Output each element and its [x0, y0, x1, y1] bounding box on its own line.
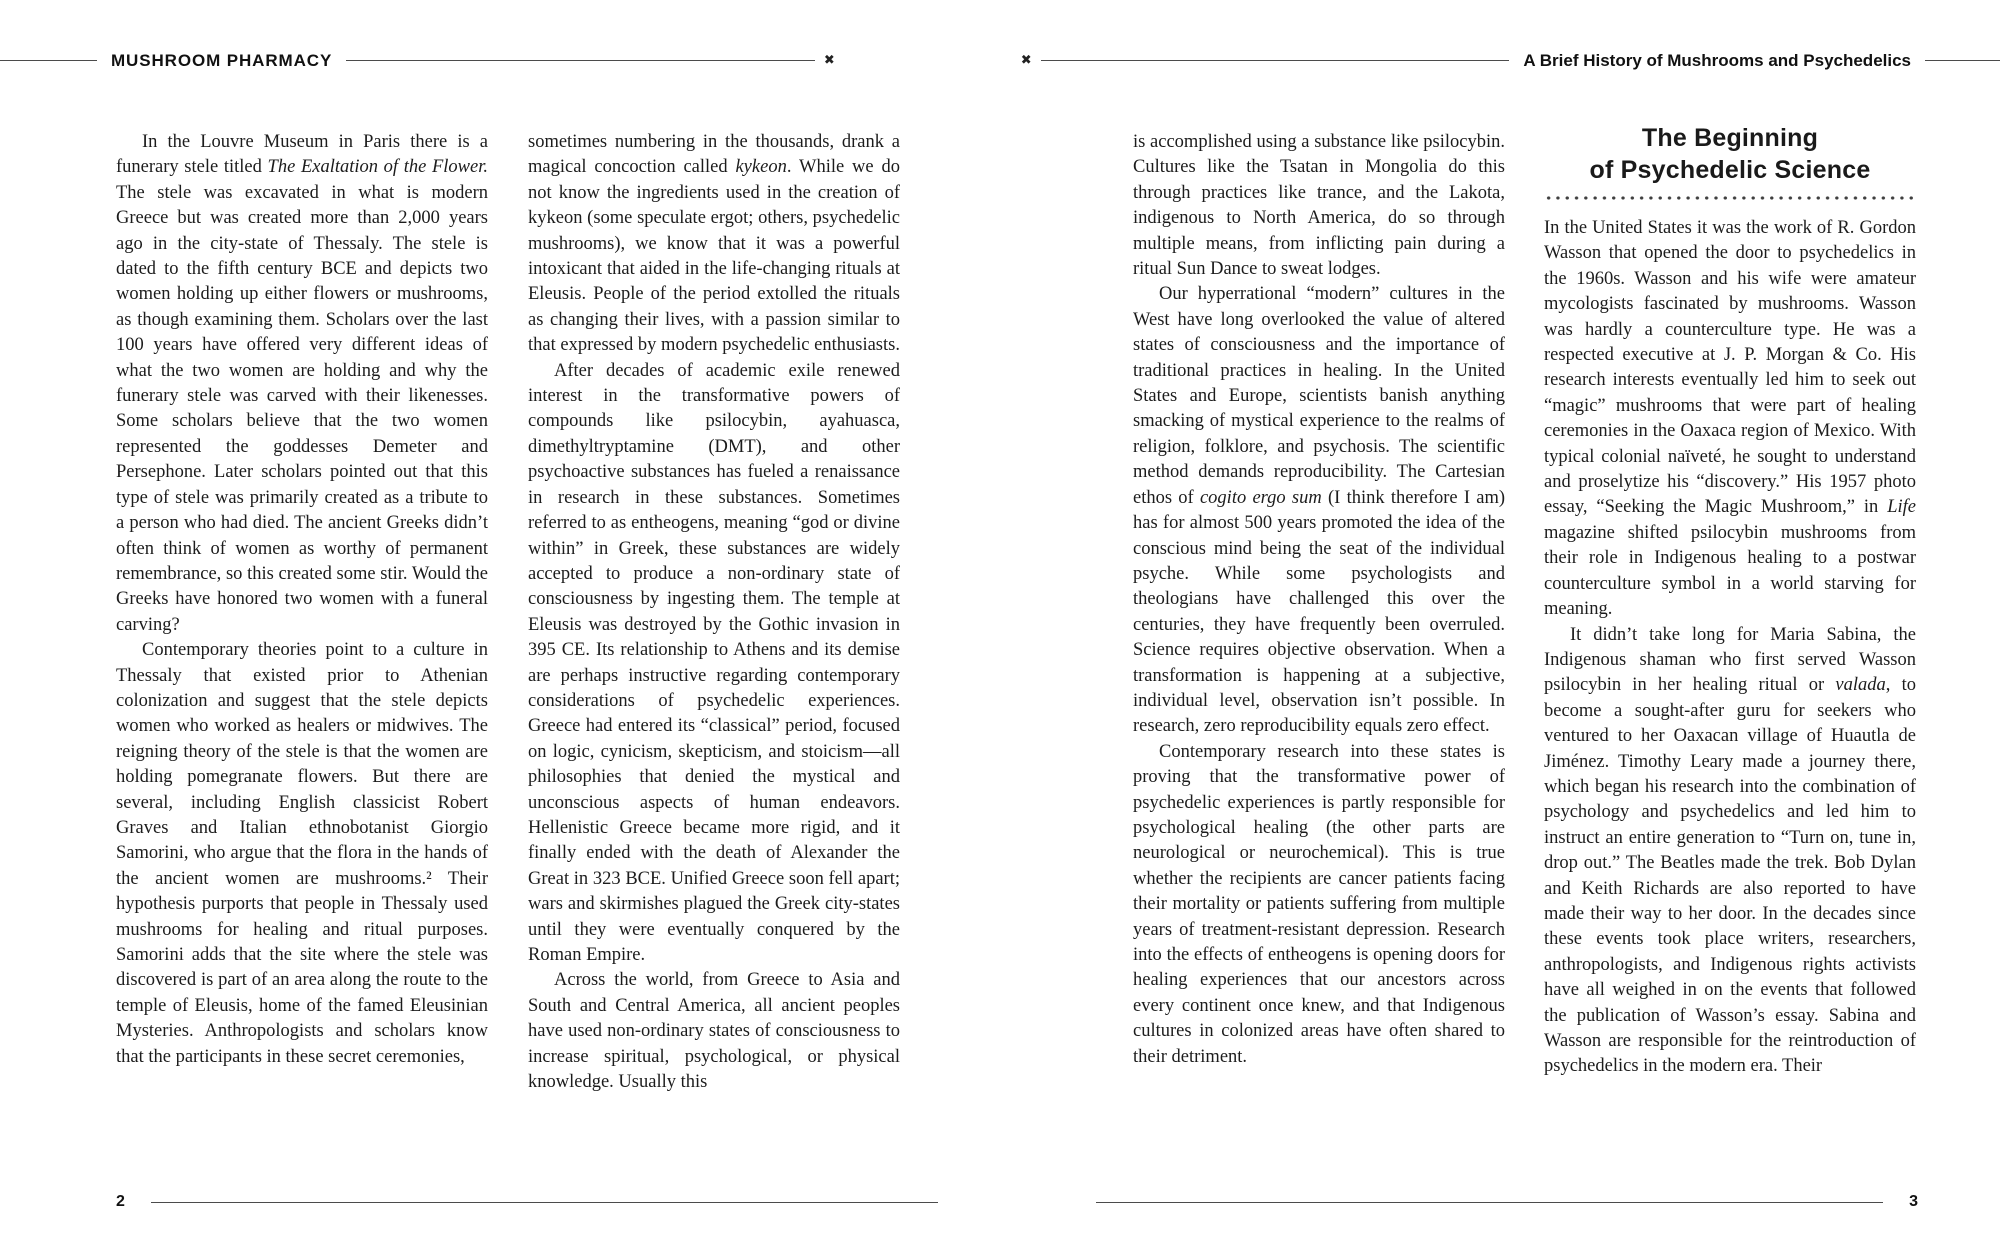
- x-ornament-icon: ✖: [1020, 53, 1032, 68]
- body-paragraph: sometimes numbering in the thousands, drank a magical concoction called kykeon. While we do not know the ingredients used in the creation of kykeon (some speculate ergot; others, psychedelic mushrooms), we know that it was a powerful intoxicant that aided in the life-changing rituals at Eleusis. People of the period extolled the rituals as changing their lives, with a passion similar to that expressed by modern psychedelic enthusiasts.: [528, 132, 900, 356]
- header-rule-left: [346, 60, 815, 61]
- footer-rule-right: [1096, 1202, 1883, 1203]
- x-ornament-icon: ✖: [823, 53, 835, 68]
- body-paragraph: In the United States it was the work of R. Gordon Wasson that opened the door to psychedelics in the 1960s. Wasson and his wife were amateur mycologists fascinated by mushrooms. Wasson was hardly a counterculture type. He was a respected executive at J. P. Morgan & Co. His research interests eventually led him to seek out “magic” mushrooms that were part of healing ceremonies in the Oaxaca region of Mexico. With typical colonial naïveté, he sought to understand and proselytize his “discovery.” His 1957 photo essay, “Seeking the Magic Mushroom,” in Life magazine shifted psilocybin mushrooms from their role in Indigenous healing to a postwar counterculture symbol in a world starving for meaning.: [1544, 218, 1916, 620]
- section-heading-line-2: of Psychedelic Science: [1589, 156, 1871, 184]
- header-rule-right-edge: [1925, 60, 2000, 61]
- left-page-column-1: [116, 130, 488, 1152]
- running-header: [0, 52, 2000, 69]
- section-heading: [1544, 122, 1916, 186]
- running-footer: [0, 1194, 2000, 1210]
- section-heading-line-1: The Beginning: [1641, 124, 1819, 152]
- left-page-number: 2: [116, 1193, 125, 1210]
- footer-rule-left: [151, 1202, 938, 1203]
- body-paragraph: In the Louvre Museum in Paris there is a funerary stele titled The Exaltation of the Flower. The stele was excavated in what is modern Greece but was created more than 2,000 years ago in the city-state of Thessaly. The stele is dated to the fifth century BCE and depicts two women holding up either flowers or mushrooms, as though examining them. Scholars over the last 100 years have offered very different ideas of what the two women are holding and why the funerary stele was carved with their likenesses. Some scholars believe that the two women represented the goddesses Demeter and Persephone. Later scholars pointed out that this type of stele was primarily created as a tribute to a person who had died. The ancient Greeks didn’t often think of women as worthy of permanent remembrance, so this created some stir. Would the Greeks have honored two women with a funeral carving?: [116, 132, 488, 635]
- right-page-number: 3: [1909, 1193, 1918, 1210]
- dotted-divider: [1544, 196, 1916, 200]
- body-paragraph: Contemporary theories point to a culture in Thessaly that existed prior to Athenian colonization and suggest that the stele depicts women who worked as healers or midwives. The reigning theory of the stele is that the women are holding pomegranate flowers. But there are several, including English classicist Robert Graves and Italian ethnobotanist Giorgio Samorini, who argue that the flora in the hands of the ancient women are mushrooms.² Their hypothesis purports that people in Thessaly used mushrooms for healing and ritual purposes. Samorini adds that the site where the stele was discovered is part of an area along the route to the temple of Eleusis, home of the famed Eleusinian Mysteries. Anthropologists and scholars know that the participants in these secret ceremonies,: [116, 640, 488, 1067]
- right-page-column-2-body: [1544, 216, 1916, 1080]
- body-paragraph: Across the world, from Greece to Asia and South and Central America, all ancient peoples have used non-ordinary states of consciousness to increase spiritual, psychological, or physical knowledge. Usually this: [528, 970, 900, 1093]
- left-running-head: MUSHROOM PHARMACY: [111, 51, 333, 70]
- right-running-head: A Brief History of Mushrooms and Psychedelics: [1523, 51, 1912, 70]
- left-page-column-2: [528, 130, 900, 1152]
- body-paragraph: It didn’t take long for Maria Sabina, the Indigenous shaman who first served Wasson psilocybin in her healing ritual or valada, to become a sought-after guru for seekers who ventured to her Oaxacan village of Huautla de Jiménez. Timothy Leary made a journey there, which began his research into the combination of psychology and psychedelics and led him to instruct an entire generation to “Turn on, tune in, drop out.” The Beatles made the trek. Bob Dylan and Keith Richards are also reported to have made their way to her door. In the decades since these events took place writers, researchers, anthropologists, and Indigenous rights activists have all weighed in on the events that followed the publication of Wasson’s essay. Sabina and Wasson are responsible for the reintroduction of psychedelics in the modern era. Their: [1544, 624, 1916, 1077]
- body-paragraph: After decades of academic exile renewed interest in the transformative powers of compounds like psilocybin, ayahuasca, dimethyltryptamine (DMT), and other psychoactive substances has fueled a renaissance in research in these substances. Sometimes referred to as entheogens, meaning “god or divine within” in Greek, these substances are widely accepted to produce a non-ordinary state of consciousness by ingesting them. The temple at Eleusis was destroyed by the Gothic invasion in 395 CE. Its relationship to Athens and its demise are perhaps instructive regarding contemporary considerations of psychedelic experiences. Greece had entered its “classical” period, focused on logic, cynicism, skepticism, and stoicism—all philosophies that denied the mystical and unconscious aspects of human endeavors. Hellenistic Greece became more rigid, and it finally ended with the death of Alexander the Great in 323 BCE. Unified Greece soon fell apart; wars and skirmishes plagued the Greek city-states until they were eventually conquered by the Roman Empire.: [528, 360, 900, 965]
- header-rule-left-edge: [0, 60, 97, 61]
- right-page-column-2: [1544, 122, 1916, 1144]
- body-paragraph: is accomplished using a substance like psilocybin. Cultures like the Tsatan in Mongolia do this through practices like trance, and the Lakota, indigenous to North America, do so through multiple means, from inflicting pain during a ritual Sun Dance to sweat lodges.: [1133, 132, 1505, 280]
- body-paragraph: Contemporary research into these states is proving that the transformative power of psychedelic experiences is partly responsible for psychological healing (the other parts are neurological or neurochemical). This is true whether the recipients are cancer patients facing their mortality or patients suffering from multiple years of treatment-resistant depression. Research into the effects of entheogens is opening doors for healing experiences that our ancestors across every continent once knew, and that Indigenous cultures in colonized areas have often shared to their detriment.: [1133, 741, 1505, 1067]
- header-rule-right: [1041, 60, 1510, 61]
- right-page-column-1: [1133, 130, 1505, 1152]
- body-paragraph: Our hyperrational “modern” cultures in the West have long overlooked the value of altered states of consciousness and the importance of traditional practices in healing. In the United States and Europe, scientists banish anything smacking of mystical experience to the realms of religion, folklore, and psychosis. The scientific method demands reproducibility. The Cartesian ethos of cogito ergo sum (I think therefore I am) has for almost 500 years promoted the idea of the conscious mind being the seat of the individual psyche. While some psychologists and theologians have challenged this over the centuries, they have frequently been overruled. Science requires objective observation. When a transformation is happening at a subjective, individual level, observation isn’t possible. In research, zero reproducibility equals zero effect.: [1133, 284, 1505, 737]
